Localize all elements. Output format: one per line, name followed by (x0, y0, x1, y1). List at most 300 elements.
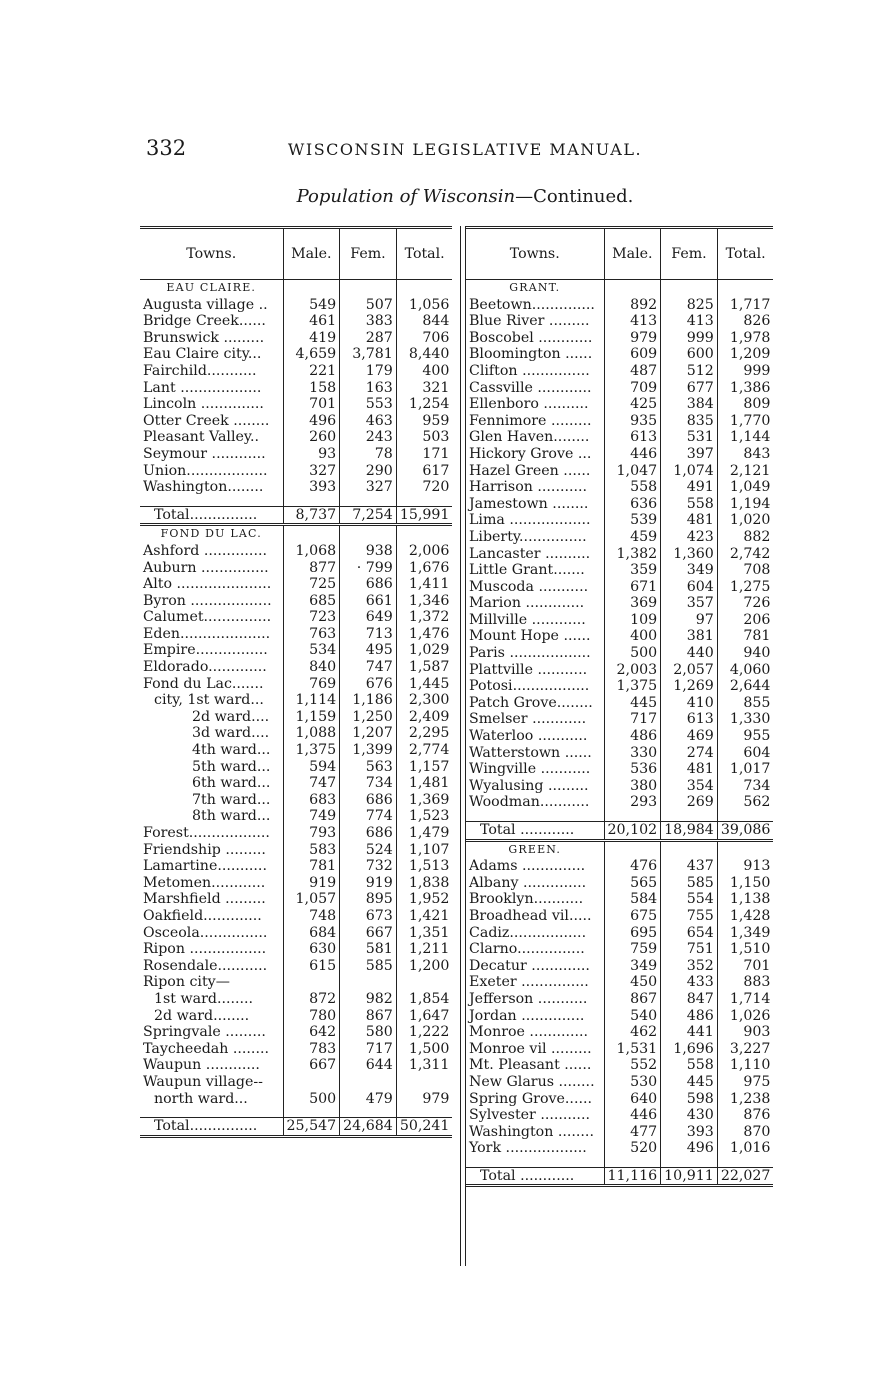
table-row (140, 1008, 452, 1025)
town-name: Muscoda ........... (469, 578, 589, 595)
total-count: 1,150 (717, 875, 773, 892)
section-row (466, 840, 773, 858)
male-count: 695 (604, 925, 661, 942)
total-count: 1,017 (717, 761, 773, 778)
town-name: Potosi................. (469, 678, 590, 695)
town-name: Lamartine........... (143, 858, 267, 875)
town-name: Decatur ............. (469, 957, 590, 974)
female-count: 686 (340, 576, 397, 593)
female-count: 553 (340, 396, 397, 413)
female-count: 495 (340, 642, 397, 659)
table-row (140, 725, 452, 742)
male-count: 701 (283, 396, 340, 413)
female-count: 423 (661, 529, 718, 546)
female-count: 491 (661, 479, 718, 496)
blank-cell (717, 811, 773, 822)
town-name: Lant .................. (143, 379, 262, 396)
male-count: 685 (283, 593, 340, 610)
total-count: 708 (717, 562, 773, 579)
total-count: 1,476 (396, 626, 452, 643)
blank-cell (396, 1107, 452, 1118)
town-name: New Glarus ........ (469, 1073, 595, 1090)
male-count: 413 (604, 313, 661, 330)
female-count: 440 (661, 645, 718, 662)
col-header-male: Male. (283, 229, 340, 280)
male-count: 667 (283, 1057, 340, 1074)
town-name: Lincoln .............. (143, 396, 264, 413)
town-name: Byron .................. (143, 592, 272, 609)
town-name: Osceola............... (143, 924, 268, 941)
total-count: 1,026 (717, 1008, 773, 1025)
male-count: 613 (604, 429, 661, 446)
col-header-total: Total. (396, 229, 452, 280)
table-row (140, 543, 452, 560)
town-name: Boscobel ............ (469, 329, 593, 346)
male-count: 327 (283, 463, 340, 480)
male-count: 476 (604, 858, 661, 875)
table-row (140, 692, 452, 709)
table-row (140, 842, 452, 859)
male-count: 640 (604, 1091, 661, 1108)
table-row (140, 363, 452, 380)
total-count: 1,016 (717, 1140, 773, 1157)
total-label: Total............... (140, 1118, 283, 1137)
female-count: 287 (340, 330, 397, 347)
male-count: 450 (604, 974, 661, 991)
table-row (140, 313, 452, 330)
table-row (466, 1041, 773, 1058)
female-count: 825 (661, 297, 718, 314)
female-count: 290 (340, 463, 397, 480)
town-name: Seymour ............ (143, 445, 266, 462)
total-count: 1,238 (717, 1091, 773, 1108)
section-title: GRANT. (509, 281, 561, 294)
town-name: Mt. Pleasant ...... (469, 1057, 592, 1074)
table-row (140, 413, 452, 430)
town-name: 6th ward... (192, 775, 271, 792)
total-count: 1,411 (396, 576, 452, 593)
table-row (140, 925, 452, 942)
male-count: 461 (283, 313, 340, 330)
male-count: 783 (283, 1041, 340, 1058)
town-name: Auburn ............... (143, 559, 269, 576)
total-count: 999 (717, 363, 773, 380)
table-row (466, 1140, 773, 1157)
total-row (140, 1118, 452, 1137)
total-count: 562 (717, 794, 773, 811)
female-count: 581 (340, 941, 397, 958)
town-name: Empire................ (143, 642, 268, 659)
table-row (466, 662, 773, 679)
female-count: 479 (340, 1091, 397, 1108)
section-title: GREEN. (508, 842, 562, 856)
table-row (466, 413, 773, 430)
male-count: 642 (283, 1024, 340, 1041)
town-name: 2d ward........ (154, 1007, 250, 1024)
total-count: 1,209 (717, 346, 773, 363)
town-name: Ellenboro .......... (469, 396, 589, 413)
female-count: 755 (661, 908, 718, 925)
blank-cell (661, 811, 718, 822)
male-count: 2,003 (604, 662, 661, 679)
total-count: 3,227 (717, 1041, 773, 1058)
blank-cell (604, 811, 661, 822)
header-row (140, 229, 452, 280)
female-count: 613 (661, 711, 718, 728)
town-name: Jamestown ........ (469, 495, 589, 512)
blank-cell (140, 496, 283, 507)
table-row (140, 958, 452, 975)
table-row (140, 676, 452, 693)
female-count: 274 (661, 745, 718, 762)
town-name: Brooklyn........... (469, 891, 584, 908)
blank-cell (717, 1157, 773, 1168)
female-count: 507 (340, 297, 397, 314)
male-count: 1,047 (604, 463, 661, 480)
table-row (140, 775, 452, 792)
male-count: 93 (283, 446, 340, 463)
female-count: 1,399 (340, 742, 397, 759)
town-name: Eldorado............. (143, 659, 267, 676)
right-population-table (466, 226, 773, 1187)
total-count: 1,952 (396, 891, 452, 908)
total-count: 1,854 (396, 991, 452, 1008)
female-count: 1,696 (661, 1041, 718, 1058)
total-count: 321 (396, 380, 452, 397)
female-count: 410 (661, 695, 718, 712)
total-count: 781 (717, 628, 773, 645)
caption-rest: —Continued. (515, 186, 634, 207)
town-name: city, 1st ward... (154, 692, 264, 709)
total-count: 171 (396, 446, 452, 463)
blank-cell (466, 1157, 604, 1168)
col-header-fem: Fem. (661, 229, 718, 280)
section-row (466, 280, 773, 297)
total-count: 870 (717, 1124, 773, 1141)
female-count: 430 (661, 1107, 718, 1124)
female-count: 747 (340, 659, 397, 676)
male-count: 400 (604, 628, 661, 645)
male-count: 109 (604, 612, 661, 629)
total-count: 720 (396, 479, 452, 496)
total-count: 1,346 (396, 593, 452, 610)
table-row (466, 529, 773, 546)
male-count: 763 (283, 626, 340, 643)
female-count: 751 (661, 941, 718, 958)
table-row (140, 1024, 452, 1041)
total-count: 1,349 (717, 925, 773, 942)
town-name: Patch Grove........ (469, 694, 593, 711)
total-count: 617 (396, 463, 452, 480)
total-count: 1,275 (717, 579, 773, 596)
table-row (140, 991, 452, 1008)
total-count: 882 (717, 529, 773, 546)
male-count: 675 (604, 908, 661, 925)
total-count: 1,157 (396, 759, 452, 776)
total-label: Total............... (140, 506, 283, 525)
table-row (466, 1074, 773, 1091)
town-name: Little Grant....... (469, 562, 585, 579)
female-count: · 799 (340, 560, 397, 577)
female-count: 919 (340, 875, 397, 892)
male-count: 221 (283, 363, 340, 380)
total-count: 2,409 (396, 709, 452, 726)
total-count: 1,330 (717, 711, 773, 728)
town-name: Cadiz................. (469, 924, 587, 941)
table-row (466, 479, 773, 496)
total-count: 940 (717, 645, 773, 662)
male-count: 684 (283, 925, 340, 942)
town-name: Paris .................. (469, 645, 591, 662)
male-count: 536 (604, 761, 661, 778)
male-count: 477 (604, 1124, 661, 1141)
female-count: 1,207 (340, 725, 397, 742)
male-count: 683 (283, 792, 340, 809)
male-count: 919 (283, 875, 340, 892)
table-row (466, 496, 773, 513)
running-head: WISCONSIN LEGISLATIVE MANUAL. (287, 140, 643, 159)
female-count: 179 (340, 363, 397, 380)
town-name: Woodman........... (469, 794, 590, 811)
table-row (466, 396, 773, 413)
female-count: 895 (340, 891, 397, 908)
town-name: Broadhead vil..... (469, 907, 592, 924)
table-row (140, 626, 452, 643)
female-total: 10,911 (661, 1167, 718, 1186)
male-count: 793 (283, 825, 340, 842)
male-count: 486 (604, 728, 661, 745)
spacer-row (466, 811, 773, 822)
total-count: 604 (717, 745, 773, 762)
town-name: Alto ..................... (143, 576, 272, 593)
table-row (466, 1124, 773, 1141)
female-count: 600 (661, 346, 718, 363)
blank-cell (283, 280, 340, 297)
total-count: 1,222 (396, 1024, 452, 1041)
town-name: Monroe vil ......... (469, 1040, 592, 1057)
female-count: 713 (340, 626, 397, 643)
total-count: 1,838 (396, 875, 452, 892)
female-count: 677 (661, 380, 718, 397)
blank-cell (466, 811, 604, 822)
total-count: 809 (717, 396, 773, 413)
total-count: 1,020 (717, 512, 773, 529)
total-count: 843 (717, 446, 773, 463)
table-row (140, 974, 452, 991)
town-name: Millville ............ (469, 611, 586, 628)
total-count: 1,386 (717, 380, 773, 397)
male-count: 1,531 (604, 1041, 661, 1058)
town-name: 1st ward........ (154, 990, 254, 1007)
total-count: 1,421 (396, 908, 452, 925)
col-header-towns: Towns. (466, 229, 604, 280)
table-row (140, 1041, 452, 1058)
total-count (396, 974, 452, 991)
town-name: Wingville ........... (469, 761, 591, 778)
total-count: 1,200 (396, 958, 452, 975)
female-count: 1,250 (340, 709, 397, 726)
male-count: 534 (283, 642, 340, 659)
total-label: Total ............ (466, 1167, 604, 1186)
table-row (140, 742, 452, 759)
total-count: 4,060 (717, 662, 773, 679)
town-name: Taycheedah ........ (143, 1040, 269, 1057)
table-row (466, 579, 773, 596)
town-name: Waupun ............ (143, 1057, 260, 1074)
female-count (340, 1074, 397, 1091)
table-row (466, 908, 773, 925)
town-name: Adams .............. (469, 858, 586, 875)
male-count: 459 (604, 529, 661, 546)
male-count: 445 (604, 695, 661, 712)
male-count: 419 (283, 330, 340, 347)
table-row (140, 875, 452, 892)
town-name: Blue River ......... (469, 313, 590, 330)
female-count: 1,360 (661, 546, 718, 563)
table-row (466, 330, 773, 347)
female-count: 163 (340, 380, 397, 397)
table-row (140, 908, 452, 925)
total-count: 1,351 (396, 925, 452, 942)
female-count: 78 (340, 446, 397, 463)
total-count: 1,587 (396, 659, 452, 676)
total-count: 959 (396, 413, 452, 430)
male-count: 425 (604, 396, 661, 413)
page-number: 332 (146, 136, 187, 160)
male-count: 4,659 (283, 346, 340, 363)
female-count: 269 (661, 794, 718, 811)
blank-cell (340, 496, 397, 507)
female-count: 357 (661, 595, 718, 612)
blank-cell (340, 1107, 397, 1118)
town-name: Brunswick ......... (143, 329, 265, 346)
total-count: 2,774 (396, 742, 452, 759)
table-row (466, 612, 773, 629)
town-name: Calumet............... (143, 609, 272, 626)
town-name: Waterloo ........... (469, 728, 588, 745)
blank-cell (604, 840, 661, 858)
total-count: 903 (717, 1024, 773, 1041)
male-count: 1,159 (283, 709, 340, 726)
female-count: 383 (340, 313, 397, 330)
female-count: 481 (661, 761, 718, 778)
male-count: 717 (604, 711, 661, 728)
total-count: 1,211 (396, 941, 452, 958)
male-count: 583 (283, 842, 340, 859)
female-count: 558 (661, 496, 718, 513)
female-count: 938 (340, 543, 397, 560)
table-row (140, 330, 452, 347)
blank-cell (340, 525, 397, 543)
table-row (466, 380, 773, 397)
blank-cell (604, 280, 661, 297)
town-name: Clifton ............... (469, 362, 590, 379)
town-name: 8th ward... (192, 808, 271, 825)
female-count: 397 (661, 446, 718, 463)
table-row (140, 1057, 452, 1074)
town-name: Springvale ......... (143, 1024, 266, 1041)
male-count: 530 (604, 1074, 661, 1091)
table-row (466, 778, 773, 795)
male-count: 158 (283, 380, 340, 397)
female-count: 673 (340, 908, 397, 925)
female-total: 18,984 (661, 822, 718, 841)
female-count: 445 (661, 1074, 718, 1091)
town-name: Metomen............ (143, 874, 266, 891)
male-count: 500 (604, 645, 661, 662)
town-name: Watterstown ...... (469, 744, 592, 761)
male-count: 748 (283, 908, 340, 925)
total-count: 2,300 (396, 692, 452, 709)
total-count: 1,523 (396, 808, 452, 825)
table-row (140, 825, 452, 842)
male-count: 747 (283, 775, 340, 792)
table-row (140, 346, 452, 363)
blank-cell (661, 840, 718, 858)
town-name: Glen Haven........ (469, 429, 590, 446)
town-name: Marshfield ......... (143, 891, 266, 908)
town-name: Forest.................. (143, 825, 270, 841)
blank-cell (396, 525, 452, 543)
female-count: 441 (661, 1024, 718, 1041)
male-count: 552 (604, 1057, 661, 1074)
town-name: Bridge Creek...... (143, 313, 266, 330)
male-count: 840 (283, 659, 340, 676)
male-total: 11,116 (604, 1167, 661, 1186)
total-count: 1,144 (717, 429, 773, 446)
male-count: 1,088 (283, 725, 340, 742)
table-row (466, 595, 773, 612)
town-name: Jordan .............. (469, 1007, 585, 1024)
male-count: 892 (604, 297, 661, 314)
total-count: 701 (717, 958, 773, 975)
town-name: York .................. (469, 1140, 587, 1157)
female-count: 558 (661, 1057, 718, 1074)
female-count: 554 (661, 891, 718, 908)
female-count: 774 (340, 808, 397, 825)
town-name: 3d ward.... (192, 725, 270, 742)
total-count: 844 (396, 313, 452, 330)
total-count: 1,138 (717, 891, 773, 908)
grand-total: 15,991 (396, 506, 452, 525)
town-name: Bloomington ...... (469, 346, 593, 363)
female-count: 676 (340, 676, 397, 693)
town-name: Harrison ........... (469, 479, 588, 496)
table-row (466, 875, 773, 892)
town-name: Rosendale........... (143, 957, 268, 974)
blank-cell (661, 1157, 718, 1168)
female-count: 327 (340, 479, 397, 496)
male-count: 487 (604, 363, 661, 380)
town-name: Jefferson ........... (469, 990, 588, 1007)
female-count: 413 (661, 313, 718, 330)
caption-italic: Population of Wisconsin (296, 186, 516, 207)
total-count: 1,372 (396, 609, 452, 626)
table-row (140, 941, 452, 958)
town-name: Plattville ........... (469, 661, 588, 678)
total-count: 503 (396, 429, 452, 446)
grand-total: 22,027 (717, 1167, 773, 1186)
male-count: 260 (283, 429, 340, 446)
female-count: 835 (661, 413, 718, 430)
female-count: 97 (661, 612, 718, 629)
blank-cell (661, 280, 718, 297)
table-row (466, 463, 773, 480)
male-count: 1,114 (283, 692, 340, 709)
female-count: 667 (340, 925, 397, 942)
female-count: 437 (661, 858, 718, 875)
table-row (466, 1091, 773, 1108)
